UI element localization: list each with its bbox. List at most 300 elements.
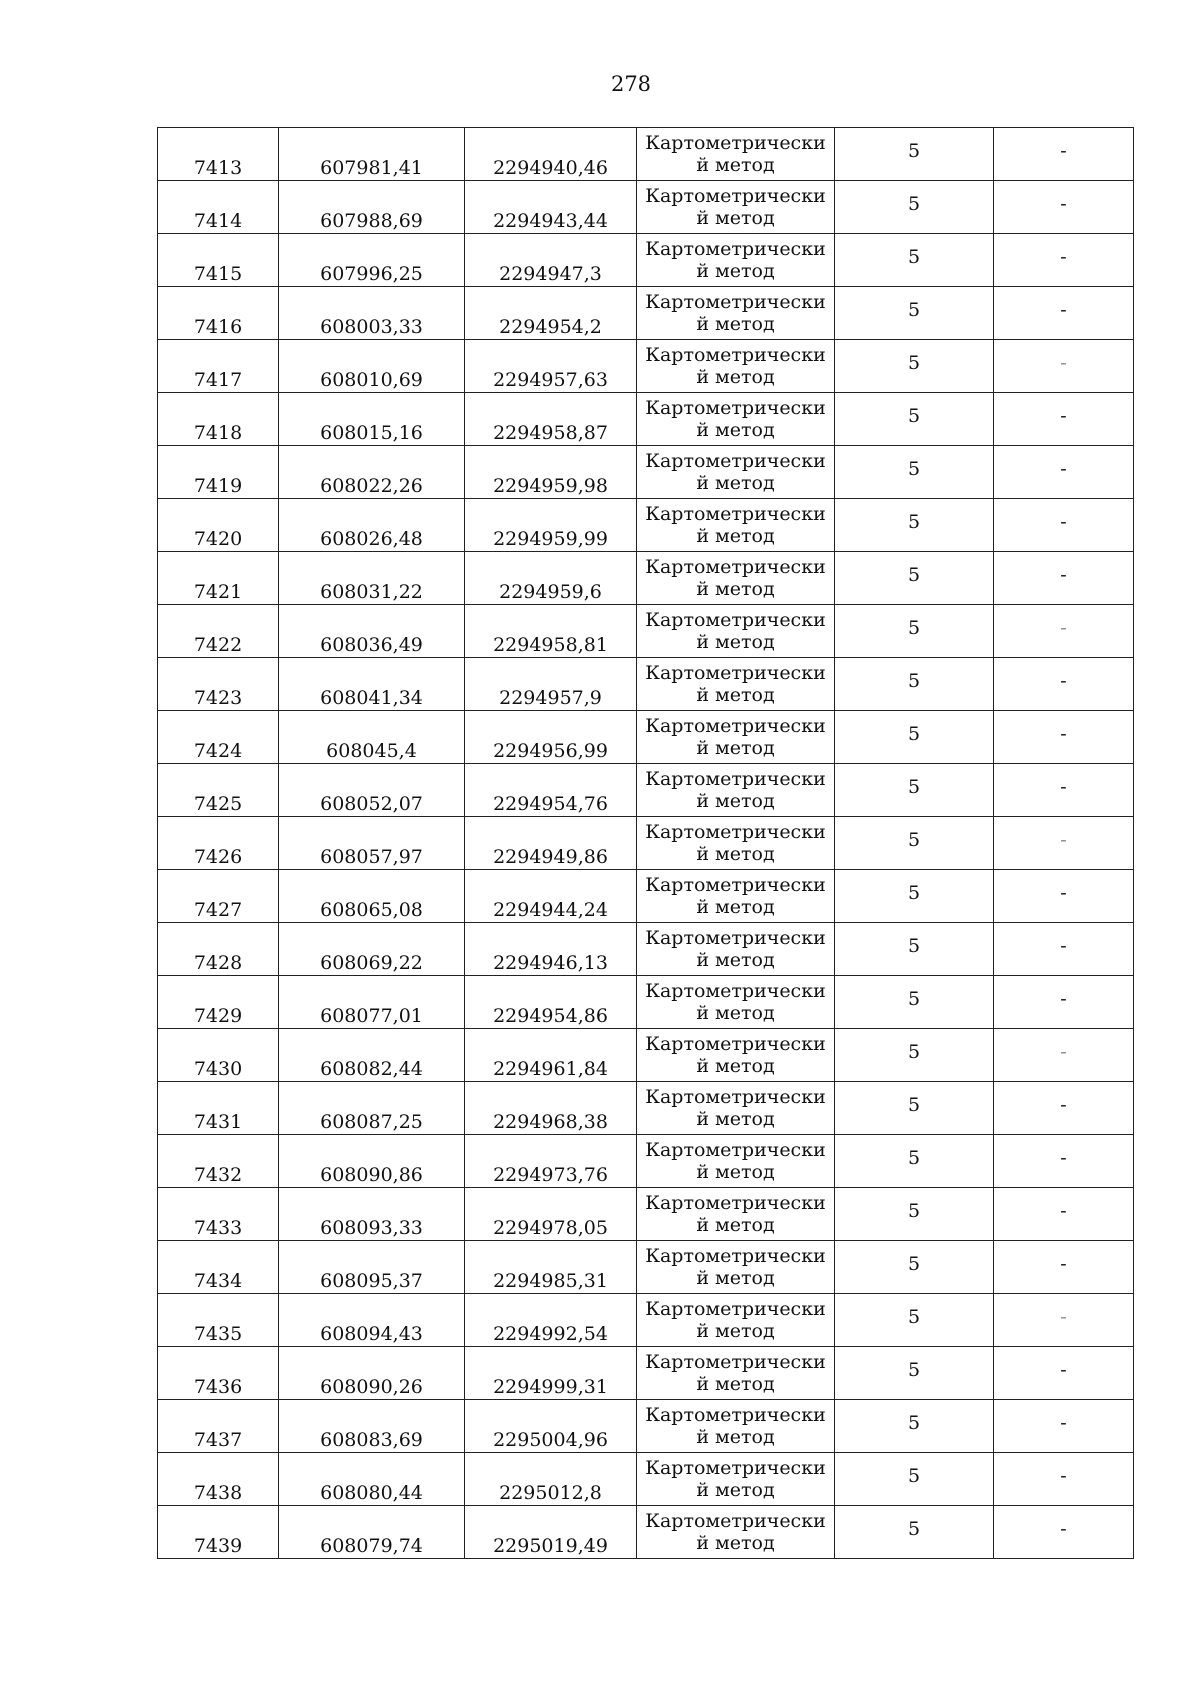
y-coordinate-cell: 2294943,44: [465, 181, 637, 234]
x-coordinate-cell: 608022,26: [279, 446, 465, 499]
table-row: [158, 181, 1134, 234]
description-value: -: [1060, 140, 1067, 162]
description-value: -: [1060, 1200, 1067, 1222]
method-cell: [637, 234, 835, 287]
method-cell: [637, 658, 835, 711]
accuracy-value: 5: [907, 988, 921, 1010]
table-row: [158, 605, 1134, 658]
method-line-1: Картометрически: [645, 397, 826, 419]
description-cell: [994, 817, 1134, 870]
x-coordinate-cell: 607981,41: [279, 128, 465, 181]
point-number-cell: 7419: [158, 446, 279, 499]
method-line-2: й метод: [696, 790, 775, 812]
x-coordinate-cell: 608065,08: [279, 870, 465, 923]
method-line-1: Картометрически: [645, 1139, 826, 1161]
point-number-cell: 7418: [158, 393, 279, 446]
table-row: [158, 1294, 1134, 1347]
y-coordinate-cell: 2294973,76: [465, 1135, 637, 1188]
method-line-1: Картометрически: [645, 715, 826, 737]
accuracy-cell: [835, 870, 994, 923]
x-coordinate-cell: 608077,01: [279, 976, 465, 1029]
method-cell: [637, 1241, 835, 1294]
x-coordinate-cell: 608093,33: [279, 1188, 465, 1241]
description-value: -: [1060, 352, 1067, 374]
method-line-2: й метод: [696, 1320, 775, 1342]
point-number-cell: 7429: [158, 976, 279, 1029]
method-cell: [637, 340, 835, 393]
accuracy-value: 5: [907, 1412, 921, 1434]
method-cell: [637, 1453, 835, 1506]
description-value: -: [1060, 1465, 1067, 1487]
accuracy-value: 5: [907, 564, 921, 586]
method-line-1: Картометрически: [645, 1245, 826, 1267]
accuracy-cell: [835, 1135, 994, 1188]
description-cell: [994, 976, 1134, 1029]
method-line-2: й метод: [696, 1373, 775, 1395]
y-coordinate-cell: 2294999,31: [465, 1347, 637, 1400]
table-row: [158, 1347, 1134, 1400]
point-number-cell: 7438: [158, 1453, 279, 1506]
method-line-1: Картометрически: [645, 768, 826, 790]
y-coordinate-cell: 2294961,84: [465, 1029, 637, 1082]
method-line-1: Картометрически: [645, 874, 826, 896]
accuracy-value: 5: [907, 723, 921, 745]
description-value: -: [1060, 1359, 1067, 1381]
accuracy-cell: [835, 446, 994, 499]
y-coordinate-cell: 2294978,05: [465, 1188, 637, 1241]
method-line-1: Картометрически: [645, 1033, 826, 1055]
point-number-cell: 7428: [158, 923, 279, 976]
table-row: [158, 1506, 1134, 1559]
description-cell: [994, 552, 1134, 605]
y-coordinate-cell: 2294957,63: [465, 340, 637, 393]
point-number-cell: 7422: [158, 605, 279, 658]
point-number-cell: 7430: [158, 1029, 279, 1082]
accuracy-value: 5: [907, 1253, 921, 1275]
point-number-cell: 7432: [158, 1135, 279, 1188]
x-coordinate-cell: 608090,26: [279, 1347, 465, 1400]
table-row: [158, 552, 1134, 605]
description-value: -: [1060, 935, 1067, 957]
y-coordinate-cell: 2294954,2: [465, 287, 637, 340]
y-coordinate-cell: 2295019,49: [465, 1506, 637, 1559]
accuracy-cell: [835, 287, 994, 340]
method-line-1: Картометрически: [645, 1457, 826, 1479]
point-number-cell: 7431: [158, 1082, 279, 1135]
method-line-2: й метод: [696, 843, 775, 865]
description-cell: [994, 658, 1134, 711]
method-cell: [637, 1347, 835, 1400]
description-cell: [994, 234, 1134, 287]
method-line-1: Картометрически: [645, 291, 826, 313]
description-value: -: [1060, 670, 1067, 692]
table-body: [158, 128, 1134, 1559]
method-line-2: й метод: [696, 366, 775, 388]
x-coordinate-cell: 608041,34: [279, 658, 465, 711]
method-line-2: й метод: [696, 1108, 775, 1130]
y-coordinate-cell: 2294949,86: [465, 817, 637, 870]
method-line-2: й метод: [696, 737, 775, 759]
table-row: [158, 1135, 1134, 1188]
method-line-2: й метод: [696, 1267, 775, 1289]
accuracy-value: 5: [907, 405, 921, 427]
method-line-1: Картометрически: [645, 1086, 826, 1108]
description-value: -: [1060, 458, 1067, 480]
description-value: -: [1060, 1253, 1067, 1275]
method-line-2: й метод: [696, 313, 775, 335]
accuracy-value: 5: [907, 140, 921, 162]
x-coordinate-cell: 607988,69: [279, 181, 465, 234]
x-coordinate-cell: 608015,16: [279, 393, 465, 446]
method-line-2: й метод: [696, 578, 775, 600]
accuracy-cell: [835, 605, 994, 658]
table-row: [158, 1188, 1134, 1241]
description-cell: [994, 1506, 1134, 1559]
table-row: [158, 1400, 1134, 1453]
table-row: [158, 287, 1134, 340]
method-cell: [637, 393, 835, 446]
point-number-cell: 7420: [158, 499, 279, 552]
method-line-2: й метод: [696, 1426, 775, 1448]
description-cell: [994, 128, 1134, 181]
accuracy-value: 5: [907, 458, 921, 480]
method-line-1: Картометрически: [645, 1351, 826, 1373]
description-value: -: [1060, 882, 1067, 904]
accuracy-value: 5: [907, 617, 921, 639]
accuracy-value: 5: [907, 882, 921, 904]
y-coordinate-cell: 2294958,87: [465, 393, 637, 446]
method-line-1: Картометрически: [645, 1510, 826, 1532]
method-line-2: й метод: [696, 1532, 775, 1554]
method-line-2: й метод: [696, 154, 775, 176]
method-cell: [637, 1188, 835, 1241]
accuracy-cell: [835, 711, 994, 764]
description-cell: [994, 181, 1134, 234]
table-row: [158, 658, 1134, 711]
method-line-1: Картометрически: [645, 503, 826, 525]
table-row: [158, 393, 1134, 446]
accuracy-cell: [835, 1506, 994, 1559]
x-coordinate-cell: 607996,25: [279, 234, 465, 287]
method-line-1: Картометрически: [645, 344, 826, 366]
accuracy-value: 5: [907, 1306, 921, 1328]
method-line-1: Картометрически: [645, 238, 826, 260]
method-line-1: Картометрически: [645, 132, 826, 154]
x-coordinate-cell: 608069,22: [279, 923, 465, 976]
y-coordinate-cell: 2294940,46: [465, 128, 637, 181]
method-line-2: й метод: [696, 260, 775, 282]
description-cell: [994, 1029, 1134, 1082]
point-number-cell: 7439: [158, 1506, 279, 1559]
accuracy-cell: [835, 128, 994, 181]
table-row: [158, 128, 1134, 181]
description-value: -: [1060, 511, 1067, 533]
method-cell: [637, 923, 835, 976]
method-cell: [637, 1135, 835, 1188]
y-coordinate-cell: 2294944,24: [465, 870, 637, 923]
table-row: [158, 1241, 1134, 1294]
description-value: -: [1060, 299, 1067, 321]
description-cell: [994, 1082, 1134, 1135]
table-row: [158, 1082, 1134, 1135]
point-number-cell: 7434: [158, 1241, 279, 1294]
method-line-2: й метод: [696, 949, 775, 971]
accuracy-cell: [835, 1294, 994, 1347]
accuracy-cell: [835, 1347, 994, 1400]
method-cell: [637, 711, 835, 764]
method-cell: [637, 1029, 835, 1082]
method-line-1: Картометрически: [645, 556, 826, 578]
y-coordinate-cell: 2294959,98: [465, 446, 637, 499]
method-cell: [637, 817, 835, 870]
description-cell: [994, 393, 1134, 446]
coordinates-table: [157, 127, 1134, 1559]
table-row: [158, 234, 1134, 287]
description-value: -: [1060, 1094, 1067, 1116]
point-number-cell: 7437: [158, 1400, 279, 1453]
x-coordinate-cell: 608057,97: [279, 817, 465, 870]
accuracy-cell: [835, 1400, 994, 1453]
method-line-2: й метод: [696, 525, 775, 547]
x-coordinate-cell: 608003,33: [279, 287, 465, 340]
accuracy-value: 5: [907, 1465, 921, 1487]
method-cell: [637, 1400, 835, 1453]
point-number-cell: 7417: [158, 340, 279, 393]
point-number-cell: 7424: [158, 711, 279, 764]
table-row: [158, 923, 1134, 976]
table-row: [158, 711, 1134, 764]
description-cell: [994, 870, 1134, 923]
x-coordinate-cell: 608010,69: [279, 340, 465, 393]
method-line-1: Картометрически: [645, 1404, 826, 1426]
y-coordinate-cell: 2294946,13: [465, 923, 637, 976]
accuracy-value: 5: [907, 776, 921, 798]
method-cell: [637, 499, 835, 552]
point-number-cell: 7416: [158, 287, 279, 340]
method-cell: [637, 1082, 835, 1135]
accuracy-cell: [835, 499, 994, 552]
method-line-1: Картометрически: [645, 980, 826, 1002]
y-coordinate-cell: 2294968,38: [465, 1082, 637, 1135]
description-cell: [994, 499, 1134, 552]
accuracy-cell: [835, 1082, 994, 1135]
accuracy-cell: [835, 1241, 994, 1294]
y-coordinate-cell: 2294958,81: [465, 605, 637, 658]
point-number-cell: 7423: [158, 658, 279, 711]
accuracy-cell: [835, 1453, 994, 1506]
accuracy-value: 5: [907, 1147, 921, 1169]
accuracy-value: 5: [907, 829, 921, 851]
method-cell: [637, 552, 835, 605]
method-cell: [637, 446, 835, 499]
accuracy-value: 5: [907, 352, 921, 374]
description-cell: [994, 1135, 1134, 1188]
method-line-2: й метод: [696, 419, 775, 441]
accuracy-value: 5: [907, 935, 921, 957]
description-value: -: [1060, 1147, 1067, 1169]
x-coordinate-cell: 608090,86: [279, 1135, 465, 1188]
description-value: -: [1060, 617, 1067, 639]
method-line-1: Картометрически: [645, 185, 826, 207]
y-coordinate-cell: 2295004,96: [465, 1400, 637, 1453]
accuracy-cell: [835, 340, 994, 393]
point-number-cell: 7425: [158, 764, 279, 817]
table-row: [158, 340, 1134, 393]
point-number-cell: 7415: [158, 234, 279, 287]
method-line-2: й метод: [696, 1161, 775, 1183]
method-line-1: Картометрически: [645, 1192, 826, 1214]
x-coordinate-cell: 608082,44: [279, 1029, 465, 1082]
description-cell: [994, 1294, 1134, 1347]
accuracy-value: 5: [907, 511, 921, 533]
description-cell: [994, 711, 1134, 764]
y-coordinate-cell: 2294985,31: [465, 1241, 637, 1294]
table-row: [158, 870, 1134, 923]
method-line-2: й метод: [696, 631, 775, 653]
method-line-1: Картометрически: [645, 927, 826, 949]
x-coordinate-cell: 608052,07: [279, 764, 465, 817]
x-coordinate-cell: 608079,74: [279, 1506, 465, 1559]
method-cell: [637, 1506, 835, 1559]
y-coordinate-cell: 2294956,99: [465, 711, 637, 764]
accuracy-value: 5: [907, 246, 921, 268]
x-coordinate-cell: 608031,22: [279, 552, 465, 605]
description-value: -: [1060, 405, 1067, 427]
method-line-1: Картометрически: [645, 662, 826, 684]
method-line-2: й метод: [696, 684, 775, 706]
accuracy-value: 5: [907, 670, 921, 692]
description-cell: [994, 1188, 1134, 1241]
description-cell: [994, 764, 1134, 817]
table-row: [158, 1453, 1134, 1506]
accuracy-value: 5: [907, 1041, 921, 1063]
description-cell: [994, 1400, 1134, 1453]
method-cell: [637, 976, 835, 1029]
x-coordinate-cell: 608083,69: [279, 1400, 465, 1453]
method-line-1: Картометрически: [645, 609, 826, 631]
description-value: -: [1060, 776, 1067, 798]
method-line-2: й метод: [696, 896, 775, 918]
accuracy-cell: [835, 1188, 994, 1241]
description-value: -: [1060, 246, 1067, 268]
accuracy-cell: [835, 764, 994, 817]
description-cell: [994, 446, 1134, 499]
point-number-cell: 7414: [158, 181, 279, 234]
method-cell: [637, 870, 835, 923]
method-cell: [637, 1294, 835, 1347]
table-row: [158, 1029, 1134, 1082]
accuracy-cell: [835, 181, 994, 234]
y-coordinate-cell: 2294947,3: [465, 234, 637, 287]
table-row: [158, 446, 1134, 499]
accuracy-value: 5: [907, 1094, 921, 1116]
accuracy-cell: [835, 393, 994, 446]
description-value: -: [1060, 723, 1067, 745]
description-cell: [994, 605, 1134, 658]
point-number-cell: 7435: [158, 1294, 279, 1347]
method-cell: [637, 181, 835, 234]
page-number: 278: [610, 72, 652, 96]
point-number-cell: 7436: [158, 1347, 279, 1400]
table-row: [158, 764, 1134, 817]
method-line-2: й метод: [696, 1002, 775, 1024]
x-coordinate-cell: 608095,37: [279, 1241, 465, 1294]
x-coordinate-cell: 608045,4: [279, 711, 465, 764]
description-cell: [994, 1241, 1134, 1294]
x-coordinate-cell: 608094,43: [279, 1294, 465, 1347]
accuracy-cell: [835, 923, 994, 976]
y-coordinate-cell: 2295012,8: [465, 1453, 637, 1506]
y-coordinate-cell: 2294954,86: [465, 976, 637, 1029]
method-line-2: й метод: [696, 1479, 775, 1501]
description-value: -: [1060, 1041, 1067, 1063]
description-cell: [994, 1347, 1134, 1400]
table-row: [158, 499, 1134, 552]
accuracy-cell: [835, 552, 994, 605]
table-row: [158, 817, 1134, 870]
point-number-cell: 7413: [158, 128, 279, 181]
method-line-2: й метод: [696, 1214, 775, 1236]
point-number-cell: 7421: [158, 552, 279, 605]
description-value: -: [1060, 829, 1067, 851]
method-line-2: й метод: [696, 1055, 775, 1077]
description-value: -: [1060, 1306, 1067, 1328]
x-coordinate-cell: 608087,25: [279, 1082, 465, 1135]
method-cell: [637, 764, 835, 817]
description-cell: [994, 923, 1134, 976]
point-number-cell: 7426: [158, 817, 279, 870]
description-cell: [994, 1453, 1134, 1506]
y-coordinate-cell: 2294954,76: [465, 764, 637, 817]
accuracy-cell: [835, 817, 994, 870]
accuracy-cell: [835, 234, 994, 287]
x-coordinate-cell: 608036,49: [279, 605, 465, 658]
accuracy-cell: [835, 1029, 994, 1082]
accuracy-value: 5: [907, 193, 921, 215]
point-number-cell: 7433: [158, 1188, 279, 1241]
method-cell: [637, 128, 835, 181]
method-line-1: Картометрически: [645, 1298, 826, 1320]
description-value: -: [1060, 1518, 1067, 1540]
accuracy-value: 5: [907, 1200, 921, 1222]
accuracy-value: 5: [907, 1518, 921, 1540]
method-cell: [637, 605, 835, 658]
description-value: -: [1060, 1412, 1067, 1434]
table-row: [158, 976, 1134, 1029]
accuracy-value: 5: [907, 299, 921, 321]
method-line-2: й метод: [696, 207, 775, 229]
method-line-1: Картометрически: [645, 821, 826, 843]
description-value: -: [1060, 988, 1067, 1010]
description-value: -: [1060, 564, 1067, 586]
y-coordinate-cell: 2294992,54: [465, 1294, 637, 1347]
accuracy-value: 5: [907, 1359, 921, 1381]
accuracy-cell: [835, 658, 994, 711]
description-cell: [994, 287, 1134, 340]
point-number-cell: 7427: [158, 870, 279, 923]
x-coordinate-cell: 608026,48: [279, 499, 465, 552]
y-coordinate-cell: 2294957,9: [465, 658, 637, 711]
method-line-2: й метод: [696, 472, 775, 494]
method-cell: [637, 287, 835, 340]
y-coordinate-cell: 2294959,99: [465, 499, 637, 552]
method-line-1: Картометрически: [645, 450, 826, 472]
description-cell: [994, 340, 1134, 393]
description-value: -: [1060, 193, 1067, 215]
x-coordinate-cell: 608080,44: [279, 1453, 465, 1506]
accuracy-cell: [835, 976, 994, 1029]
y-coordinate-cell: 2294959,6: [465, 552, 637, 605]
